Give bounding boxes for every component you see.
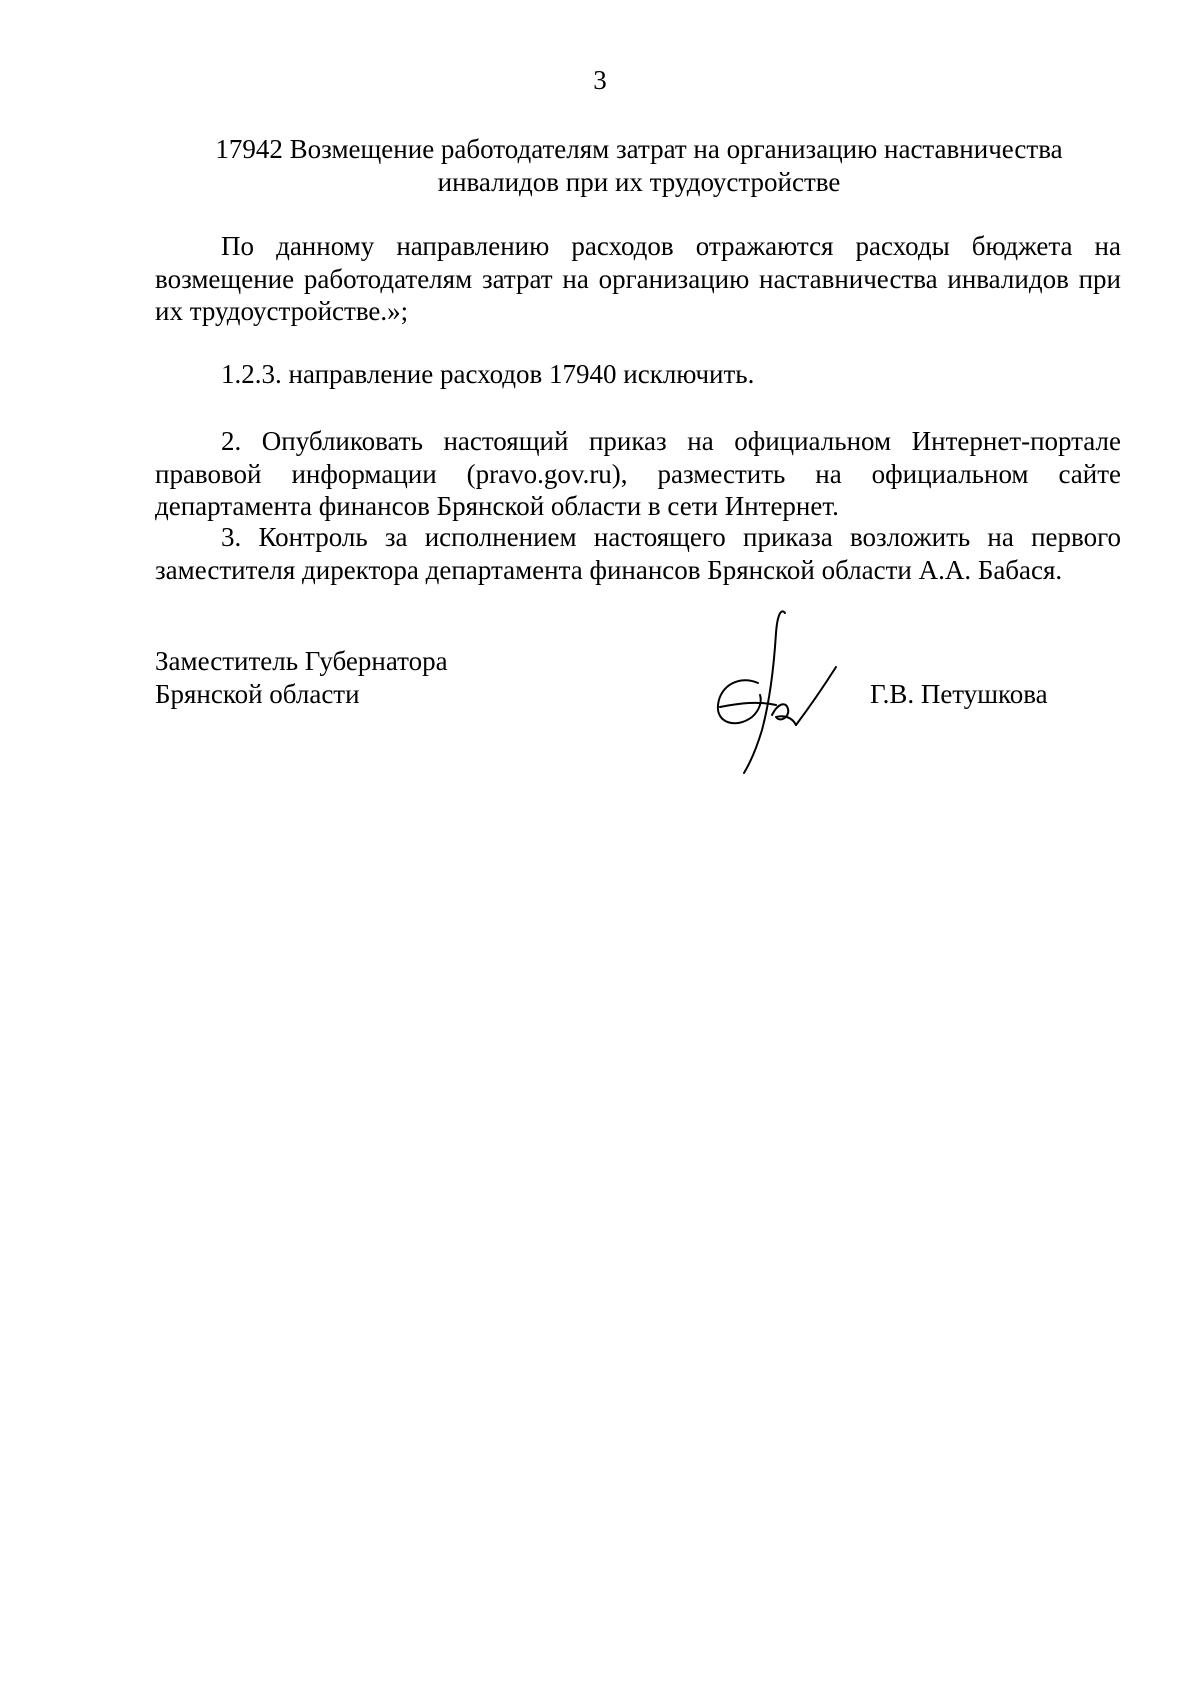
paragraph-expense-description: По данному направлению расходов отражаются расходы бюджета на возмещение работодателям затрат на организацию наставничества инвалидов при их трудоустройстве.»; — [155, 231, 1121, 326]
signatory-position-line-1: Заместитель Губернатора — [155, 646, 448, 676]
signatory-position — [155, 645, 448, 710]
signatory-position-line-2: Брянской области — [155, 678, 360, 709]
heading-line-1: 17942 Возмещение работодателям затрат на организацию наставничества — [215, 134, 1063, 164]
heading-line-2: инвалидов при их трудоустройстве — [437, 167, 841, 197]
paragraph-item-3-control: 3. Контроль за исполнением настоящего приказа возложить на первого заместителя директора департамента финансов Брянской области А.А. Бабася. — [155, 522, 1121, 585]
handwritten-signature — [680, 605, 840, 775]
paragraph-item-2-publish: 2. Опубликовать настоящий приказ на официальном Интернет-портале правовой информации (pravo.gov.ru), разместить на официальном сайте департамента финансов Брянской области в сети Интернет. — [155, 426, 1121, 521]
section-heading — [160, 133, 1118, 199]
paragraph-item-1-2-3: 1.2.3. направление расходов 17940 исключить. — [221, 359, 755, 389]
page-number: 3 — [593, 65, 607, 95]
signer-name: Г.В. Петушкова — [870, 679, 1048, 709]
